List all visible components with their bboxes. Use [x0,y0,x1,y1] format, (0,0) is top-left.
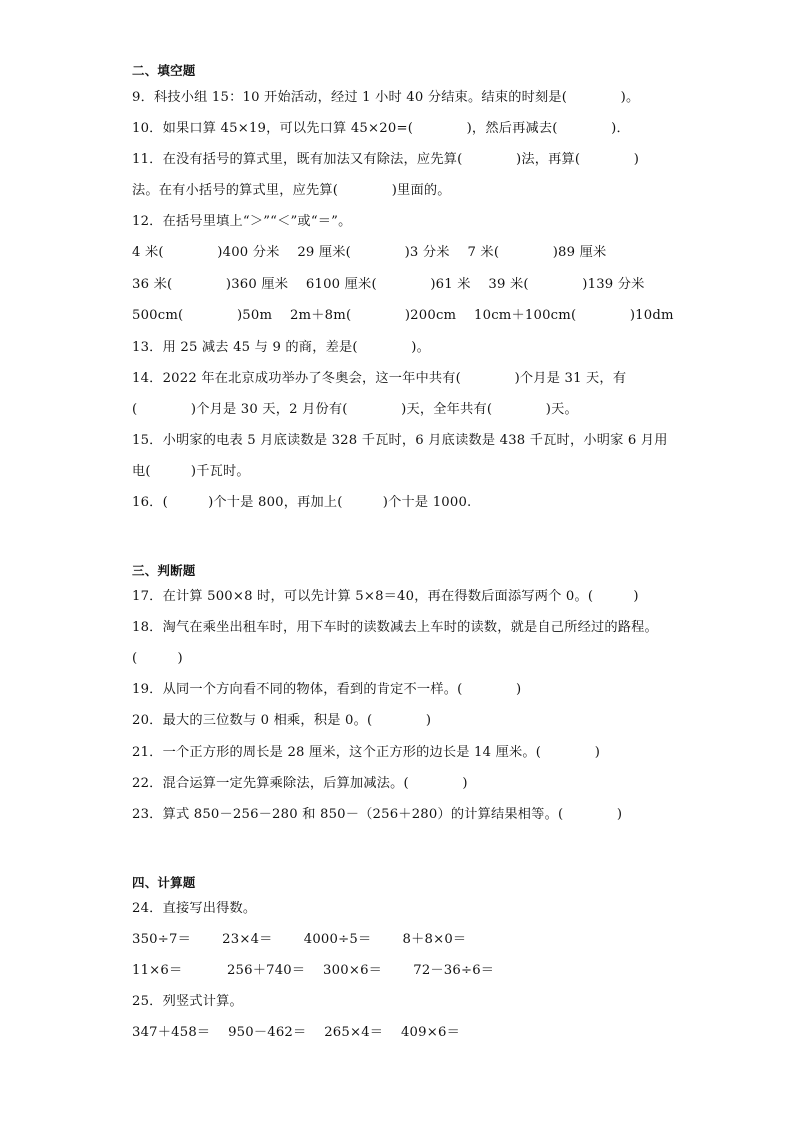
question-10: 10．如果口算 45×19，可以先口算 45×20=( )，然后再减去( )． [132,121,630,136]
question-12-row-1: 4 米( )400 分米 29 厘米( )3 分米 7 米( )89 厘米 [132,245,607,260]
question-20: 20．最大的三位数与 0 相乘，积是 0。( ) [132,713,432,728]
question-25: 25．列竖式计算。 [132,994,243,1009]
question-19: 19．从同一个方向看不同的物体，看到的肯定不一样。( ) [132,682,522,697]
section-title-calculation: 四、计算题 [132,875,196,890]
question-14-cont: ( )个月是 30 天，2 月份有( )天，全年共有( )天。 [132,402,578,417]
question-15: 15．小明家的电表 5 月底读数是 328 千瓦时，6 月底读数是 438 千瓦时，小明家 6 月用 [132,433,668,448]
question-11-cont: 法。在有小括号的算式里，应先算( )里面的。 [132,183,451,198]
question-14: 14．2022 年在北京成功举办了冬奥会，这一年中共有( )个月是 31 天，有 [132,371,627,386]
question-11: 11．在没有括号的算式里，既有加法又有除法，应先算( )法，再算( ) [132,152,640,167]
question-16: 16．( )个十是 800，再加上( )个十是 1000. [132,495,472,510]
question-24-row-2: 11×6＝ 256＋740＝ 300×6＝ 72－36÷6＝ [132,963,495,978]
question-21: 21．一个正方形的周长是 28 厘米，这个正方形的边长是 14 厘米。( ) [132,745,601,760]
question-25-row-1: 347＋458＝ 950－462＝ 265×4＝ 409×6＝ [132,1025,460,1040]
question-12-row-2: 36 米( )360 厘米 6100 厘米( )61 米 39 米( )139 分米 [132,277,645,292]
section-title-fill-blanks: 二、填空题 [132,63,196,78]
question-18-cont: ( ) [132,651,183,666]
question-12: 12．在括号里填上“＞”“＜”或“＝”。 [132,214,352,229]
question-24: 24．直接写出得数。 [132,901,257,916]
section-title-true-false: 三、判断题 [132,563,196,578]
question-24-row-1: 350÷7＝ 23×4＝ 4000÷5＝ 8＋8×0＝ [132,932,467,947]
question-17: 17．在计算 500×8 时，可以先计算 5×8＝40，再在得数后面添写两个 0。( ) [132,589,639,604]
question-22: 22．混合运算一定先算乘除法，后算加减法。( ) [132,776,468,791]
question-13: 13．用 25 减去 45 与 9 的商，差是( )。 [132,340,430,355]
question-12-row-3: 500cm( )50m 2m＋8m( )200cm 10cm＋100cm( )10dm [132,308,674,323]
question-9: 9．科技小组 15：10 开始活动，经过 1 小时 40 分结束。结束的时刻是( )。 [132,90,640,105]
question-23: 23．算式 850－256－280 和 850－（256＋280）的计算结果相等。( ) [132,807,623,822]
question-15-cont: 电( )千瓦时。 [132,464,250,479]
question-18: 18．淘气在乘坐出租车时，用下车时的读数减去上车时的读数，就是自己所经过的路程。 [132,620,658,635]
